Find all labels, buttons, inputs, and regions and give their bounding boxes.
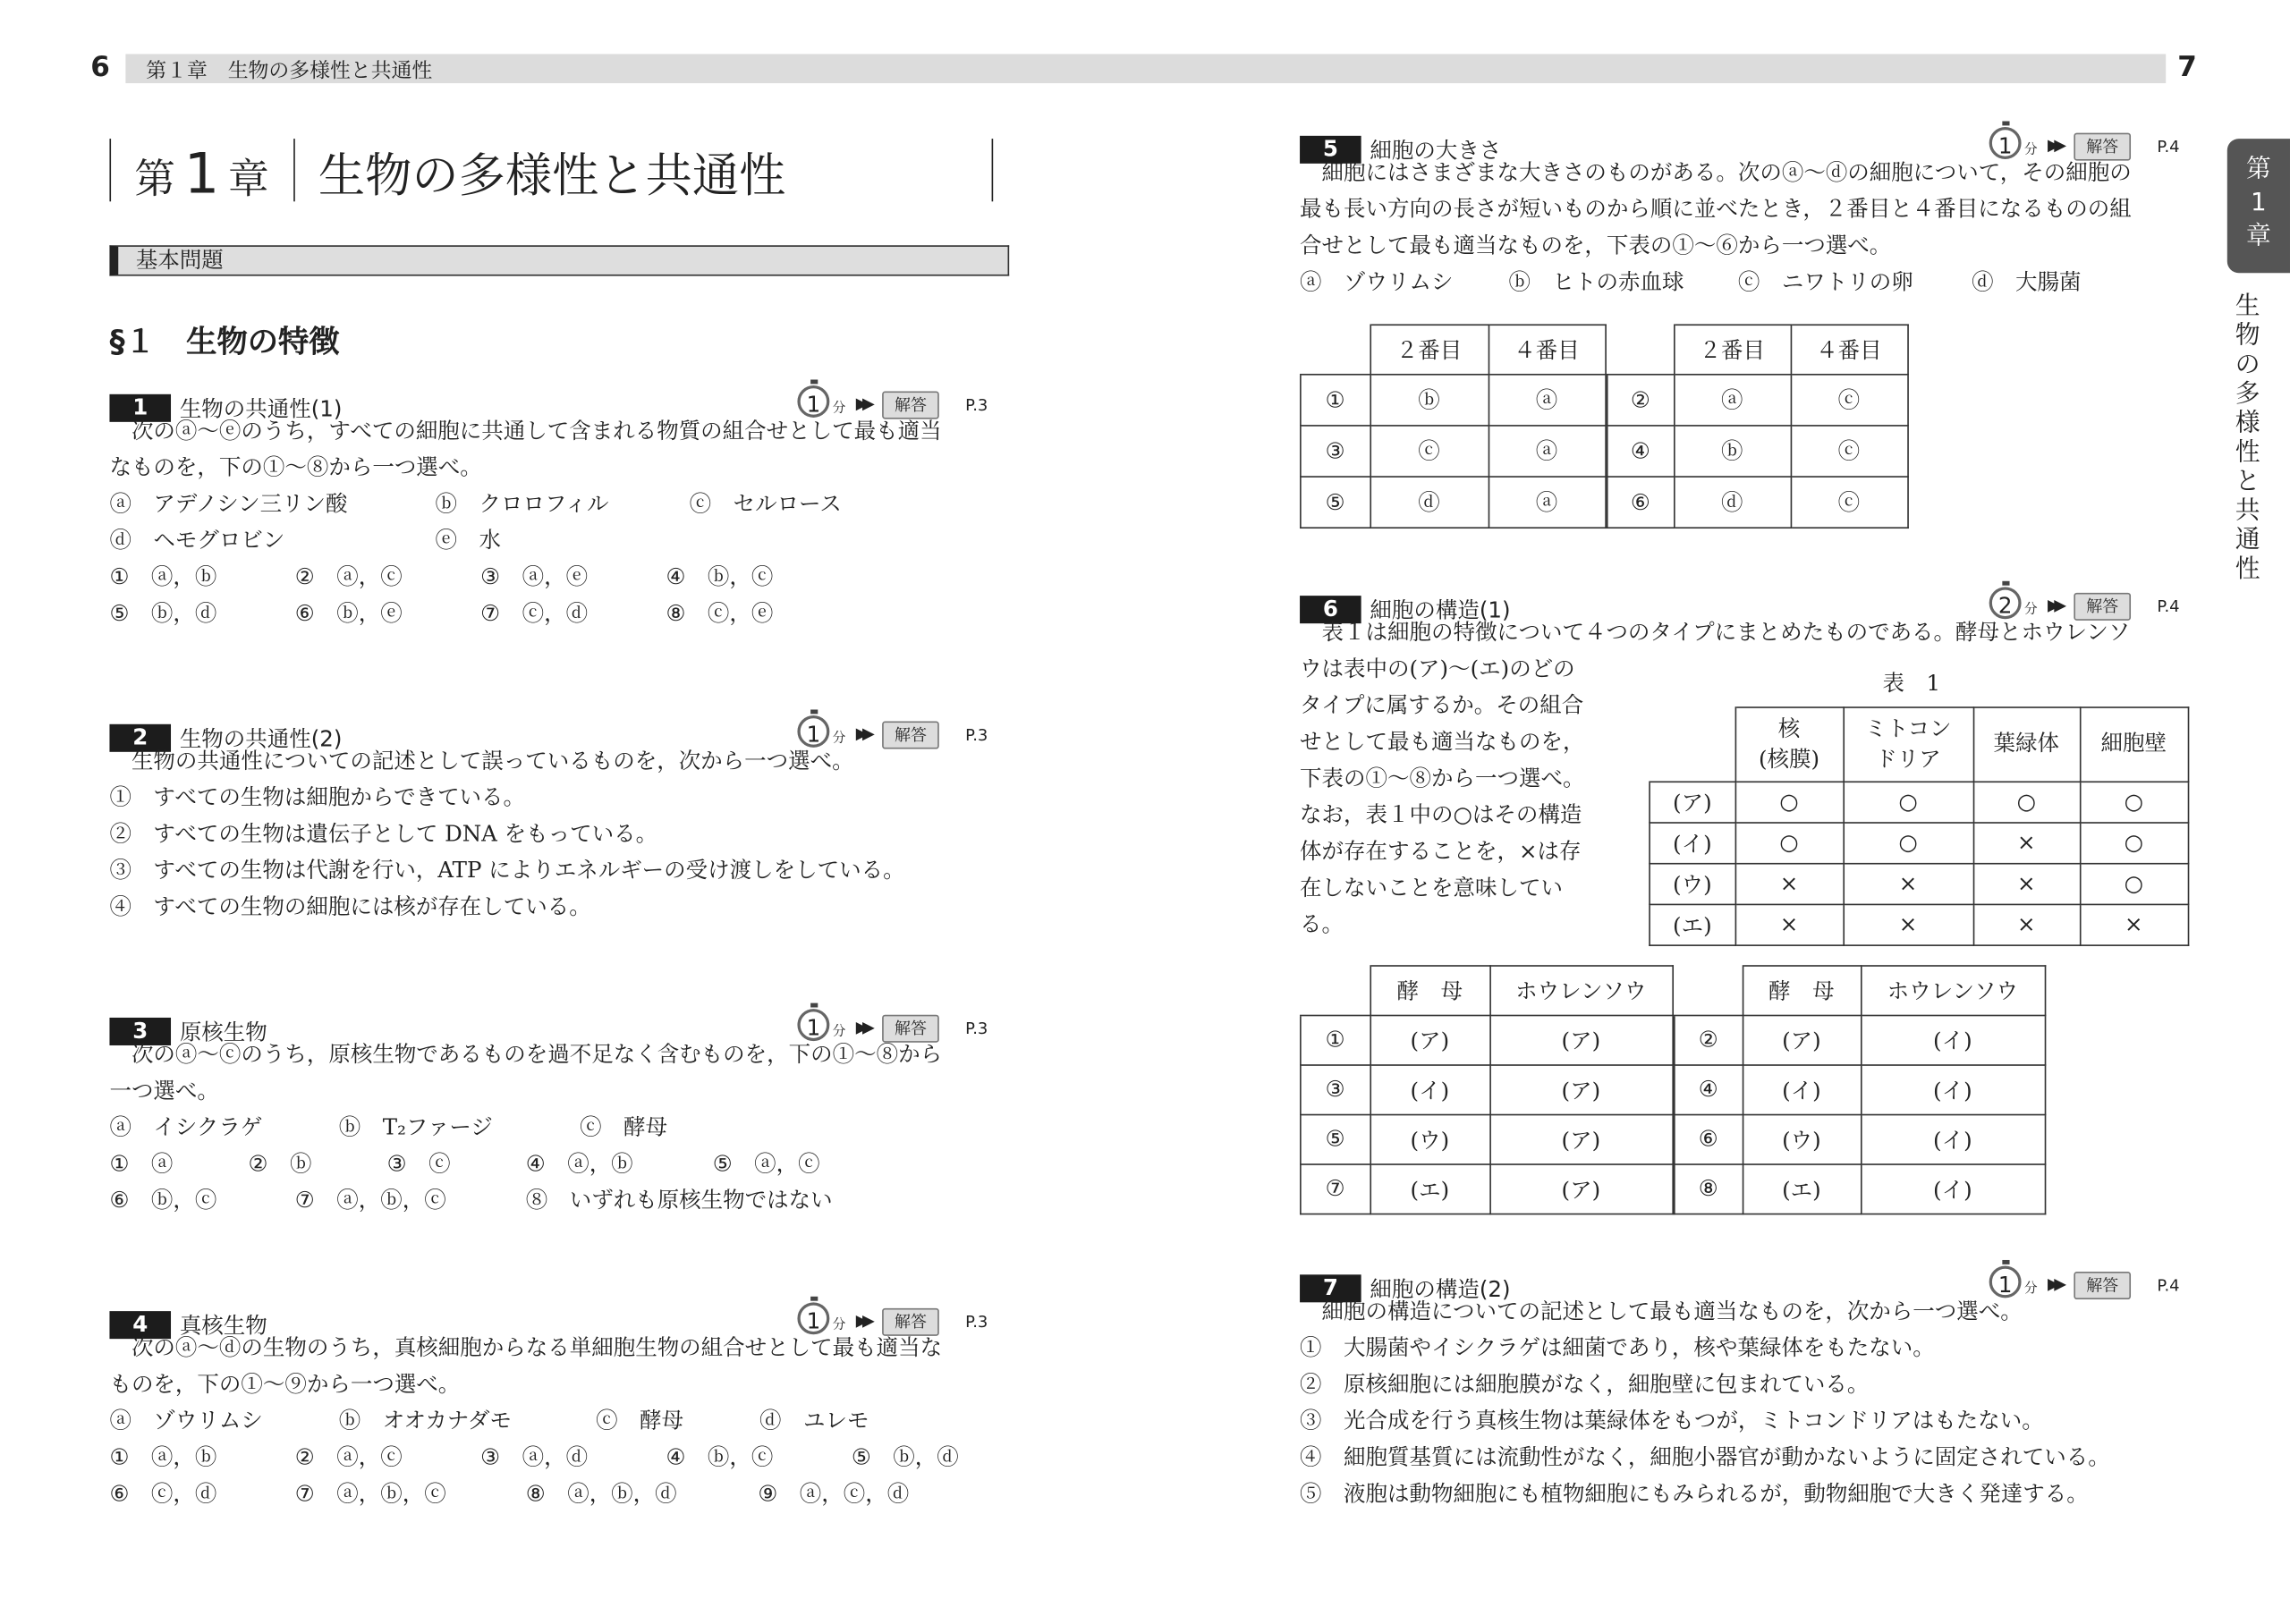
option-number: ② [1675, 1015, 1743, 1065]
problem-text-line: 一つ選べ。 [109, 1077, 219, 1104]
problem-text-line: ものを，下の①～⑨から一つ選べ。 [109, 1371, 461, 1398]
problem-text-line: ③ すべての生物は代謝を行い，ATP によりエネルギーの受け渡しをしている。 [109, 857, 905, 884]
problem-text-line: 在しないことを意味してい [1300, 874, 1563, 901]
problem-text-line: 生物の共通性についての記述として誤っているものを，次から一つ選べ。 [109, 747, 854, 774]
running-title: 第１章 生物の多様性と共通性 [146, 59, 433, 84]
chapter-prefix: 第 [134, 155, 175, 203]
option-cell: (イ) [1861, 1114, 2045, 1164]
fast-forward-icon: ▶▶ [855, 1017, 869, 1037]
answer-table-right [1674, 965, 2046, 1214]
choice-item[interactable]: ⑤ ⓑ，ⓓ [109, 600, 217, 627]
choice-item[interactable]: ⓒ 酵母 [580, 1113, 668, 1141]
option-cell: (ア) [1489, 1163, 1672, 1214]
column-header: ２番目 [1370, 325, 1488, 374]
side-chapter-title: 生物の多様性と共通性 [2235, 292, 2260, 585]
choice-item[interactable]: ① ⓐ，ⓑ [109, 563, 217, 590]
problem-text-line: ウは表中の(ア)～(エ)のどの [1300, 656, 1575, 682]
minutes-unit: 分 [832, 1025, 846, 1040]
choice-item[interactable]: ② ⓑ [248, 1150, 312, 1177]
answer-option-row[interactable] [1301, 476, 1605, 527]
column-header: 核 (核膜) [1735, 707, 1844, 781]
problem-text-line: 最も長い方向の長さが短いものから順に並べたとき，２番目と４番目になるものの組 [1300, 195, 2132, 223]
problem-title: 細胞の構造(2) [1370, 1275, 1511, 1303]
option-cell: ⓑ [1370, 374, 1488, 425]
feature-cell: ○ [2080, 863, 2188, 904]
minutes-unit: 分 [832, 401, 846, 417]
feature-cell: ○ [2080, 781, 2188, 822]
fast-forward-icon: ▶▶ [2047, 596, 2061, 615]
feature-cell: × [1973, 863, 2080, 904]
option-cell: ⓒ [1791, 476, 1908, 527]
feature-cell: ○ [1843, 822, 1972, 863]
answer-page-ref[interactable]: P.3 [965, 1312, 988, 1332]
table-corner [1650, 707, 1735, 781]
choice-item[interactable]: ⑨ ⓐ，ⓒ，ⓓ [758, 1480, 910, 1507]
answer-button[interactable]: 解答 [882, 1308, 939, 1336]
choice-item[interactable]: ③ ⓐ，ⓔ [480, 563, 589, 590]
problem-number-badge: 2 [109, 724, 171, 752]
choice-item[interactable]: ⑧ いずれも原核生物ではない [525, 1187, 833, 1214]
answer-table-left [1300, 965, 1673, 1214]
answer-button[interactable]: 解答 [2074, 593, 2131, 621]
option-cell: ⓓ [1674, 476, 1791, 527]
option-cell: (イ) [1370, 1064, 1489, 1114]
choice-item[interactable]: ④ ⓑ，ⓒ [666, 563, 774, 590]
right-page-number: 7 [2177, 51, 2197, 84]
problem-text-line: る。 [1300, 910, 1344, 938]
option-number: ⑥ [1675, 1114, 1743, 1164]
problem-text-line: 下表の①～⑧から一つ選べ。 [1300, 765, 1585, 791]
option-cell: (ウ) [1743, 1114, 1861, 1164]
feature-cell: ○ [2080, 822, 2188, 863]
problem-text-line: なものを，下の①～⑧から一つ選べ。 [109, 453, 482, 481]
answer-option-row[interactable] [1301, 1114, 1673, 1164]
table-corner [1607, 325, 1674, 374]
problem-text-line: 次のⓐ～ⓓの生物のうち，真核細胞からなる単細胞生物の組合せとして最も適当な [109, 1334, 943, 1361]
choice-item[interactable]: ⓓ ユレモ [759, 1407, 869, 1434]
choice-item[interactable]: ⑦ ⓒ，ⓓ [480, 600, 589, 627]
chapter-side-tab[interactable] [2227, 139, 2290, 273]
feature-row [1650, 904, 2188, 945]
option-cell: (エ) [1370, 1163, 1489, 1214]
choice-item[interactable]: ① ⓐ [109, 1150, 174, 1177]
choice-item[interactable]: ② ⓐ，ⓒ [294, 1443, 403, 1471]
section-bar-basic-problems: 基本問題 [109, 245, 1009, 275]
option-cell: ⓐ [1488, 425, 1606, 476]
column-header: 細胞壁 [2080, 707, 2188, 781]
answer-option-row[interactable] [1675, 1163, 2045, 1214]
left-page-number: 6 [90, 51, 110, 84]
choice-item[interactable]: ⓑ オオカナダモ [338, 1407, 513, 1434]
option-cell: ⓐ [1674, 374, 1791, 425]
problem-number-badge: 5 [1300, 136, 1361, 164]
column-header: ホウレンソウ [1489, 966, 1672, 1015]
chapter-suffix: 章 [228, 155, 269, 203]
problem-title: 原核生物 [179, 1019, 267, 1045]
answer-option-row[interactable] [1301, 1163, 1673, 1214]
choice-item[interactable]: ⓓ ヘモグロビン [109, 527, 285, 554]
feature-cell: × [1735, 904, 1844, 945]
option-number: ③ [1301, 425, 1370, 476]
problem-text-line: 表１は細胞の特徴について４つのタイプにまとめたものである。酵母とホウレンソ [1300, 619, 2131, 646]
choice-item[interactable]: ⑤ ⓑ，ⓓ [851, 1443, 959, 1471]
option-cell: (イ) [1861, 1163, 2045, 1214]
choice-item[interactable]: ⑧ ⓒ，ⓔ [666, 600, 774, 627]
stopwatch-icon: 1 [797, 1009, 829, 1041]
minutes-unit: 分 [2023, 142, 2038, 158]
feature-cell: × [1973, 904, 2080, 945]
section-heading: §１ 生物の特徴 [109, 324, 340, 359]
choice-item[interactable]: ⓑ T₂ファージ [338, 1113, 493, 1141]
chapter-title: 生物の多様性と共通性 [318, 147, 786, 203]
problem-text-line: タイプに属するか。その組合 [1300, 691, 1584, 719]
answer-page-ref[interactable]: P.3 [965, 725, 988, 745]
option-number: ④ [1675, 1064, 1743, 1114]
minutes-unit: 分 [832, 731, 846, 747]
feature-cell: ○ [1735, 822, 1844, 863]
type-label: (ウ) [1650, 863, 1735, 904]
answer-option-row[interactable] [1607, 374, 1908, 425]
column-header: 酵 母 [1370, 966, 1489, 1015]
option-cell: ⓐ [1488, 374, 1606, 425]
choice-item[interactable]: ④ ⓑ，ⓒ [666, 1443, 774, 1471]
choice-item[interactable]: ⓐ ゾウリムシ [109, 1407, 263, 1434]
minutes-unit: 分 [2023, 603, 2038, 618]
choice-item[interactable]: ⓒ セルロース [689, 490, 842, 517]
table-corner [1301, 966, 1370, 1015]
problem-text-line: 体が存在することを，×は存 [1300, 838, 1582, 865]
answer-table-right [1607, 324, 1908, 528]
stopwatch-icon: 2 [1989, 587, 2022, 619]
option-number: ④ [1607, 425, 1674, 476]
choice-item[interactable]: ⓑ クロロフィル [435, 490, 609, 517]
problem-text-line: 細胞にはさまざまな大きさのものがある。次のⓐ～ⓓの細胞について，その細胞の [1300, 158, 2132, 186]
answer-page-ref[interactable]: P.4 [2157, 1275, 2180, 1296]
column-header: ４番目 [1488, 325, 1606, 374]
choice-item[interactable]: ⓒ ニワトリの卵 [1737, 268, 1913, 295]
option-number: ① [1301, 374, 1370, 425]
option-number: ③ [1301, 1064, 1370, 1114]
option-cell: ⓒ [1370, 425, 1488, 476]
problem-text-line: ① 大腸菌やイシクラゲは細菌であり，核や葉緑体をもたない。 [1300, 1334, 1935, 1361]
answer-page-ref[interactable]: P.3 [965, 395, 988, 415]
option-cell: (イ) [1861, 1064, 2045, 1114]
option-number: ⑥ [1607, 476, 1674, 527]
option-cell: ⓑ [1674, 425, 1791, 476]
option-cell: (ウ) [1370, 1114, 1489, 1164]
answer-table-left [1300, 324, 1606, 528]
option-cell: ⓓ [1370, 476, 1488, 527]
problem-text-line: 合せとして最も適当なものを，下表の①～⑥から一つ選べ。 [1300, 232, 1892, 258]
chapter-title-box [109, 139, 993, 207]
table-corner [1301, 325, 1370, 374]
option-number: ⑧ [1675, 1163, 1743, 1214]
minutes-unit: 分 [2023, 1281, 2038, 1297]
table-corner [1675, 966, 1743, 1015]
answer-option-row[interactable] [1675, 1114, 2045, 1164]
choice-item[interactable]: ③ ⓐ，ⓓ [480, 1443, 589, 1471]
choice-item[interactable]: ③ ⓒ [386, 1150, 451, 1177]
option-cell: (ア) [1489, 1114, 1672, 1164]
answer-option-row[interactable] [1607, 476, 1908, 527]
chapter-number [134, 141, 269, 206]
answer-option-row[interactable] [1675, 1064, 2045, 1114]
option-number: ⑤ [1301, 1114, 1370, 1164]
answer-option-row[interactable] [1675, 1015, 2045, 1065]
feature-cell: × [1973, 822, 2080, 863]
minutes-unit: 分 [832, 1318, 846, 1333]
choice-item[interactable]: ⑧ ⓐ，ⓑ，ⓓ [525, 1480, 677, 1507]
problem-text-line: なお，表１中の○はその構造 [1300, 801, 1582, 828]
column-header: 葉緑体 [1973, 707, 2080, 781]
answer-option-row[interactable] [1607, 425, 1908, 476]
answer-option-row[interactable] [1301, 425, 1605, 476]
feature-cell: ○ [1735, 781, 1844, 822]
stopwatch-icon: 1 [1989, 127, 2022, 159]
fast-forward-icon: ▶▶ [855, 723, 869, 744]
column-header: 酵 母 [1743, 966, 1861, 1015]
choice-item[interactable]: ② ⓐ，ⓒ [294, 563, 403, 590]
problem-title: 生物の共通性(2) [179, 725, 343, 752]
feature-cell: ○ [1843, 781, 1972, 822]
answer-button[interactable]: 解答 [882, 392, 939, 419]
answer-option-row[interactable] [1301, 1015, 1673, 1065]
choice-item[interactable]: ⑦ ⓐ，ⓑ，ⓒ [294, 1187, 446, 1214]
option-cell: ⓒ [1791, 425, 1908, 476]
problem-text-line: ④ 細胞質基質には流動性がなく，細胞小器官が動かないように固定されている。 [1300, 1443, 2110, 1471]
problem-number-badge: 4 [109, 1311, 171, 1339]
stopwatch-icon: 1 [797, 385, 829, 418]
choice-item[interactable]: ⓐ アデノシン三リン酸 [109, 490, 348, 517]
column-header: ホウレンソウ [1861, 966, 2045, 1015]
answer-button[interactable]: 解答 [2074, 1272, 2131, 1299]
answer-option-row[interactable] [1301, 374, 1605, 425]
feature-row [1650, 822, 2188, 863]
table-caption: 表 1 [1882, 670, 1941, 697]
option-cell: (エ) [1743, 1163, 1861, 1214]
choice-item[interactable]: ⓒ 酵母 [596, 1407, 684, 1434]
option-cell: (ア) [1743, 1015, 1861, 1065]
problem-number-badge: 7 [1300, 1274, 1361, 1302]
type-label: (エ) [1650, 904, 1735, 945]
problem-text-line: ② すべての生物は遺伝子として DNA をもっている。 [109, 820, 658, 847]
stopwatch-icon: 1 [797, 1302, 829, 1334]
problem-text-line: 細胞の構造についての記述として最も適当なものを，次から一つ選べ。 [1300, 1298, 2023, 1324]
choice-item[interactable]: ⓐ ゾウリムシ [1300, 268, 1454, 295]
choice-item[interactable]: ⓔ 水 [435, 527, 502, 554]
stopwatch-icon: 1 [797, 715, 829, 748]
choice-item[interactable]: ⓓ 大腸菌 [1972, 268, 2082, 295]
problem-text-line: せとして最も適当なものを， [1300, 728, 1585, 756]
option-number: ⑦ [1301, 1163, 1370, 1214]
option-number: ① [1301, 1015, 1370, 1065]
feature-table [1649, 706, 2188, 945]
feature-row [1650, 863, 2188, 904]
type-label: (ア) [1650, 781, 1735, 822]
column-header: ４番目 [1791, 325, 1908, 374]
option-cell: ⓒ [1791, 374, 1908, 425]
problem-title: 細胞の構造(1) [1370, 596, 1511, 624]
choice-item[interactable]: ⑥ ⓒ，ⓓ [109, 1480, 217, 1507]
feature-cell: ○ [1973, 781, 2080, 822]
answer-option-row[interactable] [1301, 1064, 1673, 1114]
answer-page-ref[interactable]: P.3 [965, 1019, 988, 1038]
problem-title: 細胞の大きさ [1370, 137, 1502, 164]
problem-text-line: 次のⓐ～ⓔのうち，すべての細胞に共通して含まれる物質の組合せとして最も適当 [109, 417, 942, 444]
problem-text-line: ① すべての生物は細胞からできている。 [109, 783, 526, 811]
problem-text-line: ④ すべての生物の細胞には核が存在している。 [109, 893, 591, 920]
fast-forward-icon: ▶▶ [855, 393, 869, 414]
answer-button[interactable]: 解答 [2074, 133, 2131, 161]
problem-title: 真核生物 [179, 1312, 267, 1340]
problem-number-badge: 3 [109, 1018, 171, 1045]
choice-item[interactable]: ⑦ ⓐ，ⓑ，ⓒ [294, 1480, 446, 1507]
problem-text-line: ③ 光合成を行う真核生物は葉緑体をもつが，ミトコンドリアはもたない。 [1300, 1407, 2044, 1434]
fast-forward-icon: ▶▶ [855, 1311, 869, 1331]
option-cell: (ア) [1370, 1015, 1489, 1065]
problem-title: 生物の共通性(1) [179, 395, 343, 422]
answer-button[interactable]: 解答 [882, 1015, 939, 1043]
choice-item[interactable]: ⓑ ヒトの赤血球 [1508, 268, 1684, 295]
feature-row [1650, 781, 2188, 822]
option-cell: (イ) [1861, 1015, 2045, 1065]
stopwatch-icon: 1 [1989, 1266, 2022, 1298]
option-cell: (ア) [1489, 1015, 1672, 1065]
answer-page-ref[interactable]: P.4 [2157, 137, 2180, 156]
choice-item[interactable]: ⑥ ⓑ，ⓔ [294, 600, 403, 627]
side-tab-chapter: 第1章 [2246, 155, 2271, 251]
problem-text-line: 次のⓐ～ⓒのうち，原核生物であるものを過不足なく含むものを，下の①～⑧から [109, 1041, 943, 1068]
type-label: (イ) [1650, 822, 1735, 863]
fast-forward-icon: ▶▶ [2047, 1274, 2061, 1294]
choice-item[interactable]: ⑤ ⓐ，ⓒ [712, 1150, 820, 1177]
feature-cell: × [1735, 863, 1844, 904]
problem-text-line: ② 原核細胞には細胞膜がなく，細胞壁に包まれている。 [1300, 1371, 1870, 1398]
column-header: ミトコン ドリア [1843, 707, 1972, 781]
problem-text-line: ⑤ 液胞は動物細胞にも植物細胞にもみられるが，動物細胞で大きく発達する。 [1300, 1480, 2089, 1507]
chapter-divider [293, 139, 295, 201]
answer-page-ref[interactable]: P.4 [2157, 596, 2180, 616]
option-cell: (イ) [1743, 1064, 1861, 1114]
option-cell: (ア) [1489, 1064, 1672, 1114]
option-number: ② [1607, 374, 1674, 425]
fast-forward-icon: ▶▶ [2047, 135, 2061, 156]
feature-cell: × [2080, 904, 2188, 945]
feature-cell: × [1843, 863, 1972, 904]
answer-button[interactable]: 解答 [882, 722, 939, 749]
feature-cell: × [1843, 904, 1972, 945]
choice-item[interactable]: ① ⓐ，ⓑ [109, 1443, 217, 1471]
choice-item[interactable]: ⓐ イシクラゲ [109, 1113, 263, 1141]
column-header: ２番目 [1674, 325, 1791, 374]
chapter-number-digit: 1 [183, 141, 220, 207]
option-number: ⑤ [1301, 476, 1370, 527]
choice-item[interactable]: ⑥ ⓑ，ⓒ [109, 1187, 217, 1214]
option-cell: ⓐ [1488, 476, 1606, 527]
choice-item[interactable]: ④ ⓐ，ⓑ [525, 1150, 633, 1177]
problem-number-badge: 1 [109, 394, 171, 422]
problem-number-badge: 6 [1300, 596, 1361, 623]
